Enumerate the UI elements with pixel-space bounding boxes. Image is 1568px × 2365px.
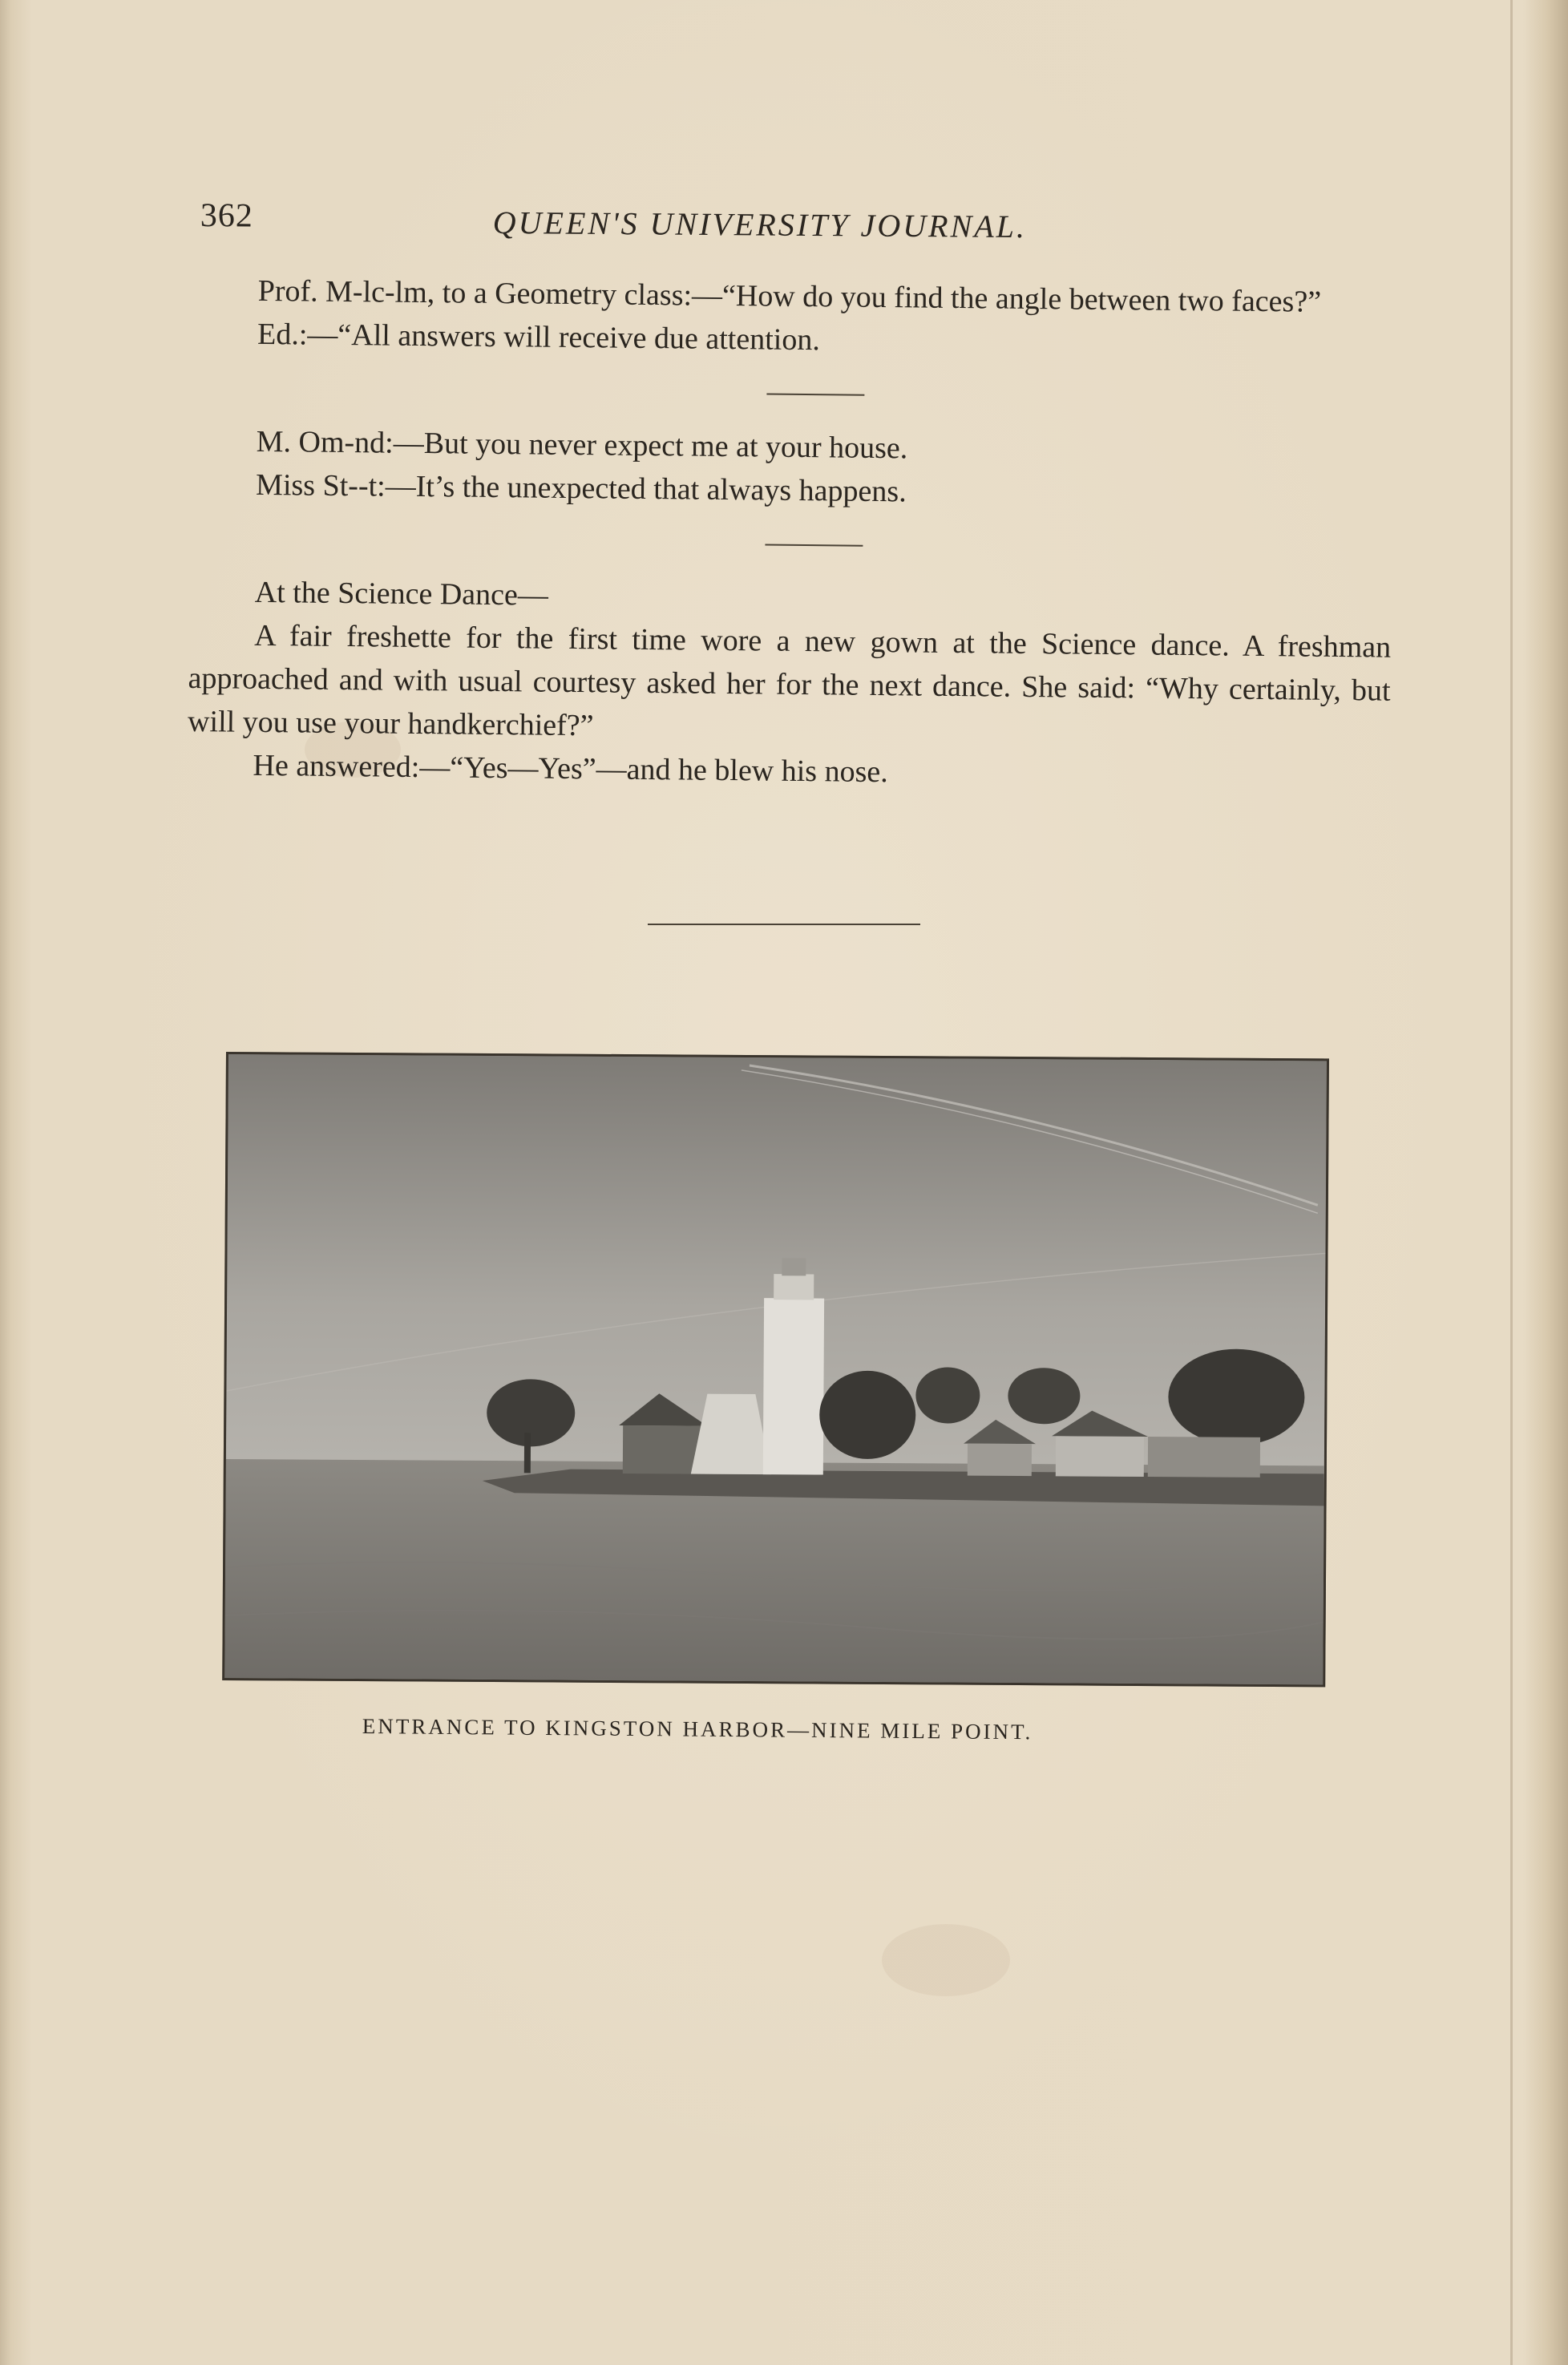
joke-3-closing: He answered:—“Yes—Yes”—and he blew his nose. [253, 748, 888, 790]
figure-caption: ENTRANCE TO KINGSTON HARBOR—NINE MILE POINT. [362, 1714, 1033, 1744]
harbor-photograph [222, 1052, 1329, 1687]
running-title: QUEEN'S UNIVERSITY JOURNAL. [492, 204, 1028, 245]
joke-2-line-2: Miss St--t:—It’s the unexpected that always happens. [255, 467, 907, 509]
article-body [187, 269, 1395, 799]
section-divider [765, 544, 863, 547]
section-divider [766, 394, 864, 396]
joke-1-question: Prof. M-lc-lm, to a Geometry class:—“How do you find the angle between two faces?” [257, 273, 1322, 319]
joke-3-heading: At the Science Dance— [254, 575, 549, 612]
joke-1-answer: Ed.:—“All answers will receive due attention. [257, 317, 821, 358]
joke-3-body: A fair freshette for the first time wore a new gown at the Science dance. A freshman approached and with usual courtesy asked her for the next dance. She said: “Why certainly, but will you use your handkerchief?” [187, 618, 1392, 743]
page-edge-shadow [1510, 0, 1513, 2365]
page-header [200, 196, 1243, 253]
end-rule [648, 924, 920, 925]
page-number: 362 [200, 196, 253, 235]
paper-stain [882, 1924, 1010, 1996]
lighthouse-photo-image [224, 1054, 1327, 1684]
joke-2-line-1: M. Om-nd:—But you never expect me at your house. [256, 424, 908, 466]
